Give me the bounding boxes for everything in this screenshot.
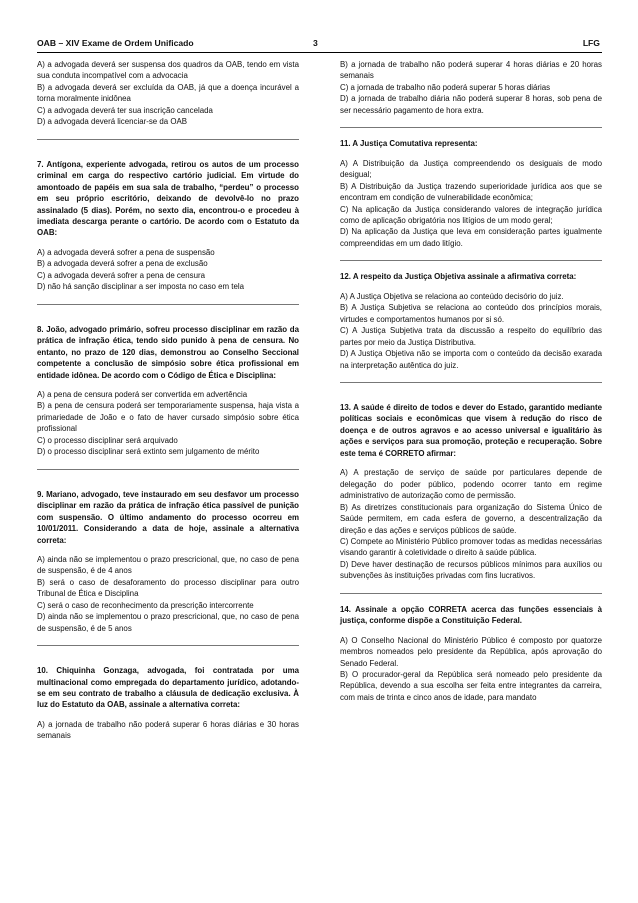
question-7: 7. Antígona, experiente advogada, retirou os autos de um processo criminal em carga do respectivo cartório judicial. Em virtude do amontoado de papéis em sua sala de trabalho, “perdeu” o processo em seu próprio escritório, deixando de devolvê-lo no prazo assinalado (5 dias). Porém, no sexto dia, encontrou-o e procedeu à imediata descarga perante o cartório. De acordo com o Estatuto da OAB: xyxy=(37,159,299,238)
q8-option-a: A) a pena de censura poderá ser convertida em advertência xyxy=(37,389,248,399)
q9-option-b: B) será o caso de desaforamento do processo disciplinar para outro Tribunal de Ética e Disciplina xyxy=(37,577,299,599)
q10-options-right xyxy=(340,59,602,116)
q12-option-c: C) A Justiça Subjetiva trata da discussão a respeito do equilíbrio das partes por meio da Justiça Distributiva. xyxy=(340,326,602,347)
q8-option-d: D) o processo disciplinar será extinto sem julgamento de mérito xyxy=(37,447,260,457)
q13-option-a: A) A prestação de serviço de saúde por particulares depende de delegação do poder público, podendo ocorrer tanto em regime administrativo de autorização como de permissão. xyxy=(340,468,602,501)
q10-option-d: D) a jornada de trabalho diária não poderá superar 8 horas, sob pena de ser necessário pagamento de hora extra. xyxy=(340,94,602,115)
q10-options-left xyxy=(37,719,299,742)
q11-option-b: B) A Distribuição da Justiça trazendo superioridade jurídica aos que se encontram em condição de vulnerabilidade econômica; xyxy=(340,181,602,203)
q7-option-a: A) a advogada deverá sofrer a pena de suspensão xyxy=(37,247,215,257)
q8-option-c: C) o processo disciplinar será arquivado xyxy=(37,435,178,445)
q7-option-c: C) a advogada deverá sofrer a pena de censura xyxy=(37,270,206,280)
q12-option-d: D) A Justiça Objetiva não se importa com o conteúdo da decisão exarada na interpretação autêntica do juiz. xyxy=(340,349,602,370)
question-10: 10. Chiquinha Gonzaga, advogada, foi contratada por uma multinacional como empregada do departamento jurídico, adotando-se em seu contrato de trabalho a cláusula de dedicação exclusiva. À luz do Estatuto da OAB, assinale a alternativa correta: xyxy=(37,666,299,710)
q12-option-b: B) A Justiça Subjetiva se relaciona ao conteúdo dos princípios morais, virtudes e comportamentos humanos por si só. xyxy=(340,303,602,324)
q14-option-a: A) O Conselho Nacional do Ministério Público é composto por quatorze membros nomeados pelo presidente da República, após aprovação do Senado Federal. xyxy=(340,635,602,668)
q6-options xyxy=(37,59,299,128)
q10-option-b: B) a jornada de trabalho não poderá superar 4 horas diárias e 20 horas semanais xyxy=(340,60,602,81)
left-column xyxy=(37,59,299,742)
q14-option-b: B) O procurador-geral da República será nomeado pelo presidente da República, devendo a sua escolha ser feita entre integrantes da carreira, com mais de trinta e cinco anos de idade, para mandato xyxy=(340,670,602,702)
q7-option-b: B) a advogada deverá sofrer a pena de exclusão xyxy=(37,259,208,269)
brand-label: LFG xyxy=(582,38,600,48)
q8-option-b: B) a pena de censura poderá ser temporariamente suspensa, haja vista a primariedade de João e o fato de haver cursado simpósio sobre ética profissional xyxy=(37,401,299,434)
page-header xyxy=(37,38,602,50)
q6-option-c: C) a advogada deverá ter sua inscrição cancelada xyxy=(37,105,213,115)
divider xyxy=(37,469,299,470)
q12-option-a: A) A Justiça Objetiva se relaciona ao conteúdo decisório do juiz. xyxy=(340,291,564,301)
header-rule xyxy=(37,52,602,53)
q9-option-c: C) será o caso de reconhecimento da prescrição intercorrente xyxy=(37,600,254,610)
q14-options xyxy=(340,635,602,704)
q13-option-c: C) Compete ao Ministério Público promover todas as medidas necessárias visando garantir à coletividade o direito à saúde pública. xyxy=(340,536,602,558)
divider xyxy=(37,304,299,305)
question-14: 14. Assinale a opção CORRETA acerca das funções essenciais à justiça, conforme dispõe a Constituição Federal. xyxy=(340,604,602,626)
question-11: 11. A Justiça Comutativa representa: xyxy=(340,139,478,149)
q9-option-a: A) ainda não se implementou o prazo prescricional, que, no caso de pena de suspensão, é de 4 anos xyxy=(37,554,299,576)
q13-options xyxy=(340,467,602,582)
q7-options xyxy=(37,247,299,293)
divider xyxy=(340,260,602,261)
q11-options xyxy=(340,158,602,250)
divider xyxy=(37,139,299,140)
q9-option-d: D) ainda não se implementou o prazo prescricional, que, no caso de pena de suspensão, é de 5 anos xyxy=(37,612,299,633)
q7-option-d: D) não há sanção disciplinar a ser imposta no caso em tela xyxy=(37,282,245,292)
question-8: 8. João, advogado primário, sofreu processo disciplinar em razão da prática de infração ética, tendo sido punido à pena de censura. No entanto, no prazo de 120 dias, demonstrou ao Conselho Seccional competente a conclusão de simpósio sobre ética profissional em entidade idônea. De acordo com o Código de Ética e Disciplina: xyxy=(37,324,299,380)
divider xyxy=(37,645,299,646)
q9-options xyxy=(37,554,299,634)
question-9: 9. Mariano, advogado, teve instaurado em seu desfavor um processo disciplinar em razão da prática de infração ética passível de punição com suspensão. O último andamento do processo ocorreu em 10/01/2011. Considerando a data de hoje, assinale a alternativa correta: xyxy=(37,489,299,545)
right-column xyxy=(340,59,602,703)
q6-option-d: D) a advogada deverá licenciar-se da OAB xyxy=(37,117,188,127)
divider xyxy=(340,593,602,594)
q10-option-c: C) a jornada de trabalho não poderá superar 5 horas diárias xyxy=(340,82,551,92)
q6-option-a: A) a advogada deverá ser suspensa dos quadros da OAB, tendo em vista sua conduta incompatível com a advocacia xyxy=(37,60,299,81)
divider xyxy=(340,382,602,383)
q12-options xyxy=(340,291,602,371)
question-13: 13. A saúde é direito de todos e dever do Estado, garantido mediante políticas sociais e econômicas que visem à redução do risco de doença e de outros agravos e ao acesso universal e igualitário às ações e serviços para sua promoção, proteção e recuperação. Sobre este tema é CORRETO afirmar: xyxy=(340,402,602,458)
q11-option-c: C) Na aplicação da Justiça considerando valores de integração jurídica como de aplicação obrigatória nos litígios de um modo geral; xyxy=(340,204,602,225)
q13-option-b: B) As diretrizes constitucionais para organização do Sistema Único de Saúde permitem, em cada esfera de governo, a descentralização da direção e das ações e serviços públicos de saúde. xyxy=(340,502,602,535)
q11-option-d: D) Na aplicação da Justiça que leva em consideração partes igualmente compreendidas em um dado litígio. xyxy=(340,227,602,248)
q13-option-d: D) Deve haver destinação de recursos públicos mínimos para auxílios ou subvenções às instituições privadas com fins lucrativos. xyxy=(340,559,602,581)
question-12: 12. A respeito da Justiça Objetiva assinale a afirmativa correta: xyxy=(340,272,577,282)
q11-option-a: A) A Distribuição da Justiça compreendendo os desiguais de modo desigual; xyxy=(340,158,602,180)
page-number: 3 xyxy=(313,38,318,48)
divider xyxy=(340,127,602,128)
q6-option-b: B) a advogada deverá ser excluída da OAB, já que a doença incurável a torna moralmente inidônea xyxy=(37,82,299,104)
q8-options xyxy=(37,389,299,458)
q10-option-a: A) a jornada de trabalho não poderá superar 6 horas diárias e 30 horas semanais xyxy=(37,719,299,741)
exam-title: OAB – XIV Exame de Ordem Unificado xyxy=(37,38,194,48)
